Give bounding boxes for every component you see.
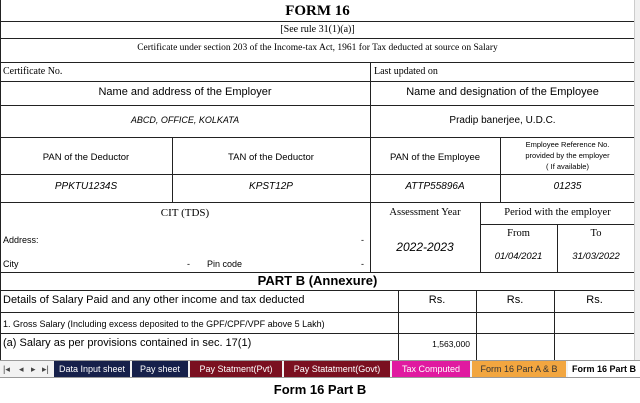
vertical-scrollbar[interactable] bbox=[634, 0, 640, 360]
grid-line bbox=[0, 174, 635, 175]
rs-column-1: Rs. bbox=[428, 294, 446, 306]
employer-value: ABCD, OFFICE, KOLKATA bbox=[130, 115, 240, 125]
address-dash: - bbox=[361, 235, 364, 245]
cit-label: CIT (TDS) bbox=[160, 207, 210, 219]
grid-line bbox=[0, 137, 635, 138]
assessment-year-label: Assessment Year bbox=[389, 207, 461, 218]
pan-employee-label: PAN of the Employee bbox=[389, 152, 481, 163]
grid-line bbox=[500, 137, 501, 202]
employee-value: Pradip banerjee, U.D.C. bbox=[449, 115, 556, 126]
period-label: Period with the employer bbox=[504, 207, 611, 218]
salary-17-1-value: 1,563,000 bbox=[432, 339, 470, 349]
to-label: To bbox=[590, 228, 602, 239]
tan-deductor-label: TAN of the Deductor bbox=[228, 152, 314, 163]
employee-reference-label-line3: ( If available) bbox=[546, 162, 589, 171]
grid-line bbox=[554, 290, 555, 360]
to-value: 31/03/2022 bbox=[572, 251, 620, 262]
employee-reference-label-line2: provided by the employer bbox=[525, 151, 610, 160]
tab-form16-part-b[interactable]: Form 16 Part B bbox=[568, 361, 640, 377]
certificate-text: Certificate under section 203 of the Income-tax Act, 1961 for Tax deducted at source on Salary bbox=[137, 43, 498, 53]
grid-line bbox=[172, 137, 173, 202]
employee-reference-value: 01235 bbox=[553, 181, 582, 192]
tab-pay-sheet[interactable]: Pay sheet bbox=[132, 361, 188, 377]
address-label: Address: bbox=[3, 235, 39, 245]
grid-line bbox=[398, 290, 399, 360]
grid-line bbox=[0, 272, 635, 273]
tab-form16-part-a-b[interactable]: Form 16 Part A & B bbox=[472, 361, 566, 377]
tab-pay-statatment-govt[interactable]: Pay Statatment(Govt) bbox=[284, 361, 390, 377]
tab-tax-computed[interactable]: Tax Computed bbox=[392, 361, 470, 377]
gross-salary-label: 1. Gross Salary (Including excess deposited to the GPF/CPF/VPF above 5 Lakh) bbox=[3, 319, 325, 329]
prev-sheet-icon[interactable]: ◂ bbox=[19, 364, 24, 374]
rule-reference: [See rule 31(1)(a)] bbox=[280, 24, 355, 35]
image-caption: Form 16 Part B bbox=[273, 382, 367, 397]
rs-column-2: Rs. bbox=[506, 294, 524, 306]
from-label: From bbox=[507, 228, 530, 239]
grid-line bbox=[370, 62, 371, 272]
form-title: FORM 16 bbox=[285, 3, 350, 19]
grid-line bbox=[0, 105, 635, 106]
grid-line bbox=[0, 0, 1, 360]
grid-line bbox=[0, 81, 635, 82]
tab-pay-statment-pvt[interactable]: Pay Statment(Pvt) bbox=[190, 361, 282, 377]
grid-line bbox=[476, 290, 477, 360]
grid-line bbox=[480, 202, 481, 272]
grid-line bbox=[0, 290, 635, 291]
grid-line bbox=[0, 333, 635, 334]
from-value: 01/04/2021 bbox=[494, 251, 543, 262]
first-sheet-icon[interactable]: |◂ bbox=[3, 364, 10, 374]
certificate-no-label: Certificate No. bbox=[3, 66, 63, 77]
pincode-dash: - bbox=[361, 259, 364, 269]
grid-line bbox=[0, 21, 635, 22]
employee-reference-label bbox=[500, 139, 635, 172]
pan-deductor-label: PAN of the Deductor bbox=[42, 152, 130, 163]
last-sheet-icon[interactable]: ▸| bbox=[42, 364, 49, 374]
grid-line bbox=[0, 38, 635, 39]
rs-column-3: Rs. bbox=[586, 294, 603, 306]
pan-employee-value: ATTP55896A bbox=[405, 181, 465, 192]
city-label: City bbox=[3, 259, 19, 269]
employee-reference-label-line1: Employee Reference No. bbox=[525, 140, 610, 149]
sheet-tabs-bar bbox=[0, 360, 640, 378]
grid-line bbox=[0, 312, 635, 313]
employer-header: Name and address of the Employer bbox=[98, 86, 272, 98]
last-updated-label: Last updated on bbox=[374, 66, 438, 77]
assessment-year-value: 2022-2023 bbox=[396, 240, 454, 254]
employee-header: Name and designation of the Employee bbox=[406, 86, 599, 98]
city-dash: - bbox=[187, 259, 190, 269]
tab-data-input-sheet[interactable]: Data Input sheet bbox=[54, 361, 130, 377]
next-sheet-icon[interactable]: ▸ bbox=[31, 364, 36, 374]
grid-line bbox=[0, 202, 635, 203]
grid-line bbox=[557, 224, 558, 272]
pincode-label: Pin code bbox=[207, 259, 243, 269]
grid-line bbox=[0, 62, 635, 63]
part-b-title: PART B (Annexure) bbox=[257, 273, 378, 288]
salary-17-1-label: (a) Salary as per provisions contained in sec. 17(1) bbox=[3, 337, 252, 349]
details-label: Details of Salary Paid and any other income and tax deducted bbox=[3, 294, 305, 306]
pan-deductor-value: PPKTU1234S bbox=[54, 181, 118, 192]
tan-deductor-value: KPST12P bbox=[249, 181, 293, 192]
